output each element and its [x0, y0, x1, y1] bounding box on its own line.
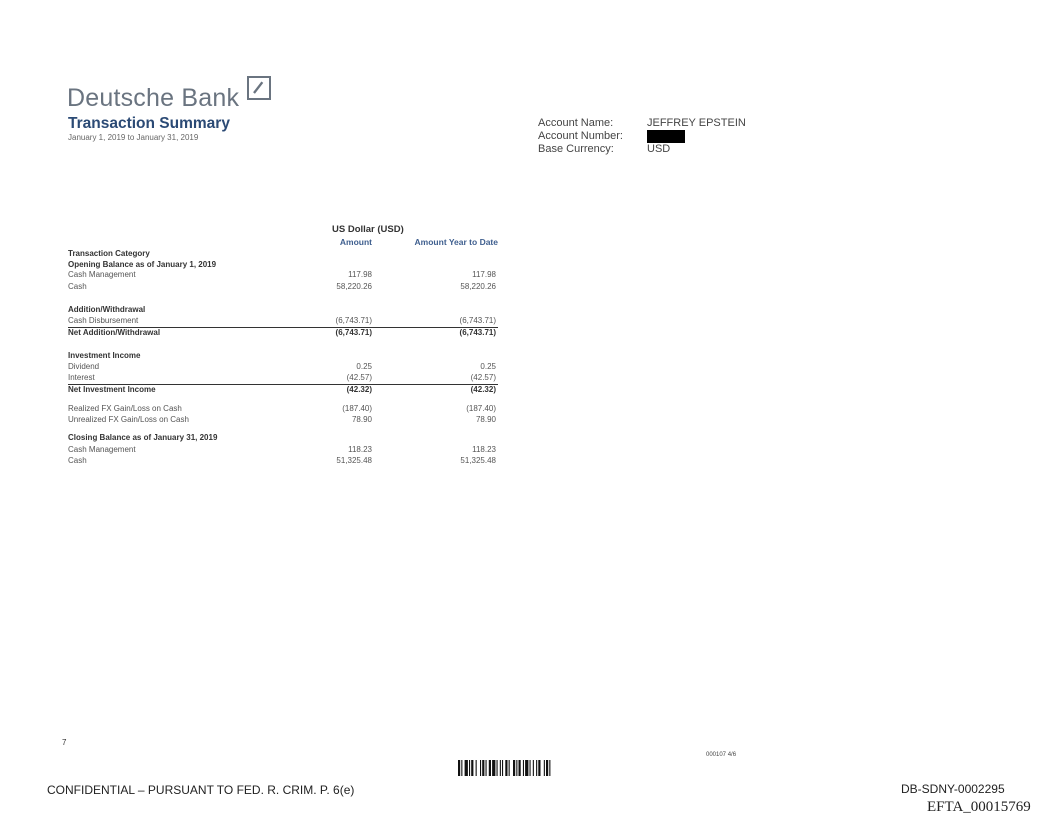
row-ytd: (42.57) — [470, 373, 496, 382]
row-label: Transaction Category — [68, 249, 150, 258]
row-label: Closing Balance as of January 31, 2019 — [68, 433, 218, 442]
table-row — [68, 445, 498, 455]
row-label: Opening Balance as of January 1, 2019 — [68, 260, 217, 269]
row-label: Addition/Withdrawal — [68, 305, 146, 314]
row-label: Cash Management — [68, 445, 136, 454]
base-currency-label: Base Currency: — [538, 143, 614, 155]
section-heading-row — [68, 351, 498, 361]
row-label: Cash Disbursement — [68, 316, 139, 325]
currency-heading: US Dollar (USD) — [332, 224, 404, 235]
section-heading-row — [68, 249, 498, 259]
row-label: Investment Income — [68, 351, 141, 360]
document-code: 000107 4/6 — [706, 752, 737, 758]
base-currency-value: USD — [647, 143, 671, 155]
table-row — [68, 456, 498, 466]
row-ytd: 0.25 — [480, 362, 496, 371]
row-amount: (42.57) — [346, 373, 372, 382]
row-ytd: 58,220.26 — [460, 282, 496, 291]
column-header-amount: Amount — [339, 237, 372, 247]
table-row — [68, 282, 498, 292]
row-ytd: 117.98 — [472, 270, 496, 279]
row-label: Realized FX Gain/Loss on Cash — [68, 404, 182, 413]
row-ytd: (6,743.71) — [459, 328, 496, 337]
account-name-value: JEFFREY EPSTEIN — [647, 117, 746, 129]
table-row — [68, 415, 498, 425]
row-label: Cash Management — [68, 270, 136, 279]
row-amount: 58,220.26 — [336, 282, 372, 291]
table-row — [68, 270, 498, 280]
statement-period: January 1, 2019 to January 31, 2019 — [68, 133, 199, 142]
total-row — [68, 327, 498, 338]
bank-name: Deutsche Bank — [67, 84, 240, 112]
efta-number: EFTA_00015769 — [927, 799, 1031, 815]
section-heading-row — [68, 305, 498, 315]
row-amount: (42.32) — [346, 385, 372, 394]
row-ytd: (187.40) — [466, 404, 496, 413]
account-info — [538, 117, 746, 156]
row-ytd: (6,743.71) — [459, 316, 496, 325]
row-amount: (6,743.71) — [335, 328, 372, 337]
confidential-notice: CONFIDENTIAL – PURSUANT TO FED. R. CRIM. P. 6(e) — [47, 783, 355, 797]
base-currency-row — [538, 143, 746, 156]
row-amount: 117.98 — [348, 270, 372, 279]
row-ytd: (42.32) — [470, 385, 496, 394]
table-row — [68, 373, 498, 383]
page-number: 7 — [62, 738, 67, 747]
account-name-label: Account Name: — [538, 117, 614, 129]
account-name-row — [538, 117, 746, 130]
row-label: Net Investment Income — [68, 385, 156, 394]
row-ytd: 118.23 — [472, 445, 496, 454]
section-heading-row — [68, 260, 498, 270]
row-amount: 0.25 — [356, 362, 372, 371]
row-amount: 51,325.48 — [336, 456, 372, 465]
table-row — [68, 316, 498, 326]
row-label: Dividend — [68, 362, 100, 371]
row-label: Unrealized FX Gain/Loss on Cash — [68, 415, 189, 424]
row-amount: (6,743.71) — [335, 316, 372, 325]
column-headers — [68, 237, 498, 247]
row-label: Cash — [68, 282, 87, 291]
row-amount: 118.23 — [348, 445, 372, 454]
deutsche-bank-logo-icon — [247, 76, 271, 100]
section-heading-row — [68, 433, 498, 443]
row-amount: (187.40) — [342, 404, 372, 413]
row-ytd: 78.90 — [475, 415, 496, 424]
bates-number: DB-SDNY-0002295 — [901, 782, 1005, 796]
page-title: Transaction Summary — [68, 115, 230, 132]
row-label: Net Addition/Withdrawal — [68, 328, 161, 337]
row-ytd: 51,325.48 — [460, 456, 496, 465]
barcode-icon — [458, 760, 611, 776]
table-row — [68, 404, 498, 414]
account-number-row — [538, 130, 746, 143]
table-row — [68, 362, 498, 372]
account-number-redaction — [647, 130, 685, 143]
total-row — [68, 384, 498, 395]
row-amount: 78.90 — [351, 415, 372, 424]
column-header-ytd: Amount Year to Date — [414, 237, 498, 247]
row-label: Interest — [68, 373, 95, 382]
row-label: Cash — [68, 456, 87, 465]
account-number-label: Account Number: — [538, 130, 623, 142]
